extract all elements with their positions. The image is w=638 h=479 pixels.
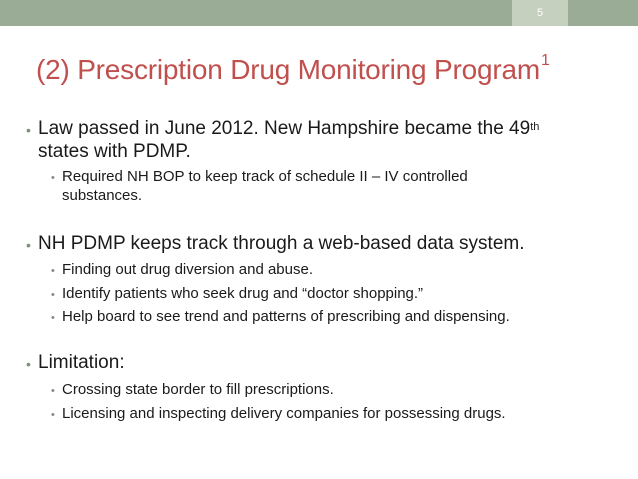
slide-number: 5 [512, 0, 568, 26]
bullet-text: Limitation: [38, 352, 125, 373]
sub-bullet-text: Required NH BOP to keep track of schedule II – IV controlled [62, 168, 468, 185]
sub-bullet-marker: • [51, 385, 55, 397]
bullet-text-continued: states with PDMP. [38, 141, 191, 162]
slide-title [36, 54, 550, 86]
sub-bullet-text-continued: substances. [62, 187, 143, 204]
sub-bullet-text: Finding out drug diversion and abuse. [62, 261, 314, 278]
sub-bullet-text: Licensing and inspecting delivery companies for possessing drugs. [62, 405, 506, 422]
slide-title-text: (2) Prescription Drug Monitoring Program [36, 54, 540, 85]
sub-bullet-marker: • [51, 409, 55, 421]
sub-bullet-text: Identify patients who seek drug and “doctor shopping.” [62, 285, 424, 302]
ordinal-suffix: th [530, 121, 540, 133]
bullet-text: NH PDMP keeps track through a web-based data system. [38, 233, 525, 254]
sub-bullet-marker: • [51, 289, 55, 301]
sub-bullet-text: Crossing state border to fill prescriptions. [62, 381, 334, 398]
bullet-marker: • [26, 122, 31, 138]
bullet-text: Law passed in June 2012. New Hampshire became the 49th [38, 118, 540, 139]
sub-bullet-marker: • [51, 172, 55, 184]
bullet-marker: • [26, 237, 31, 253]
sub-bullet-marker: • [51, 312, 55, 324]
sub-bullet-text: Help board to see trend and patterns of prescribing and dispensing. [62, 308, 510, 325]
sub-bullet-marker: • [51, 265, 55, 277]
title-footnote-marker: 1 [540, 52, 550, 69]
bullet-marker: • [26, 356, 31, 372]
